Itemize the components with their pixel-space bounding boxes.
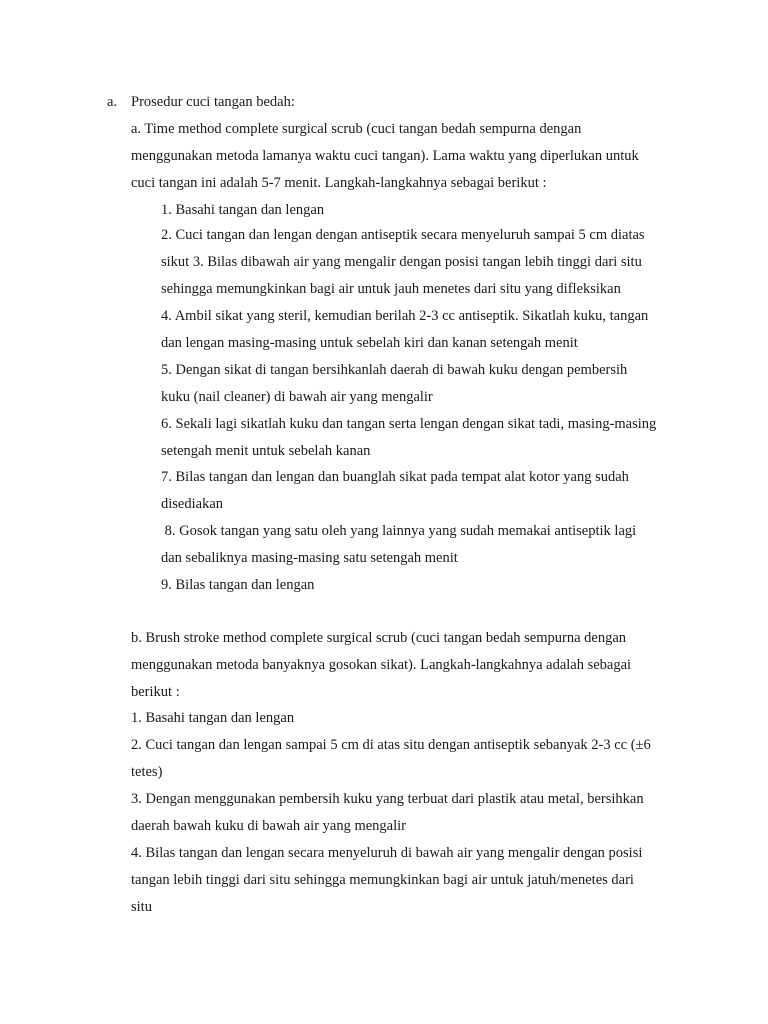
- part-a-step-line: setengah menit untuk sebelah kanan: [161, 443, 371, 459]
- part-b-line: 1. Basahi tangan dan lengan: [131, 710, 295, 726]
- part-a-step-line: 1. Basahi tangan dan lengan: [161, 202, 325, 218]
- part-b-line: tetes): [131, 764, 163, 780]
- part-a-step-line: dan sebaliknya masing-masing satu setengah menit: [161, 550, 458, 566]
- section-title: Prosedur cuci tangan bedah:: [131, 94, 295, 110]
- part-b-line: situ: [131, 899, 152, 915]
- part-a-step-line: 6. Sekali lagi sikatlah kuku dan tangan serta lengan dengan sikat tadi, masing-masing: [161, 416, 657, 432]
- part-b-line: b. Brush stroke method complete surgical scrub (cuci tangan bedah sempurna dengan: [131, 630, 627, 646]
- part-b-line: 3. Dengan menggunakan pembersih kuku yang terbuat dari plastik atau metal, bersihkan: [131, 791, 644, 807]
- part-a-step-line: dan lengan masing-masing untuk sebelah kiri dan kanan setengah menit: [161, 335, 578, 351]
- part-b-line: daerah bawah kuku di bawah air yang mengalir: [131, 818, 406, 834]
- part-a-step-line: 7. Bilas tangan dan lengan dan buanglah sikat pada tempat alat kotor yang sudah: [161, 469, 629, 485]
- part-a-step-line: 4. Ambil sikat yang steril, kemudian berilah 2-3 cc antiseptik. Sikatlah kuku, tangan: [161, 308, 649, 324]
- part-b-line: berikut :: [131, 684, 180, 700]
- part-a-step-line: 5. Dengan sikat di tangan bersihkanlah daerah di bawah kuku dengan pembersih: [161, 362, 628, 378]
- part-a-step-line: 8. Gosok tangan yang satu oleh yang lainnya yang sudah memakai antiseptik lagi: [161, 523, 637, 539]
- part-b-line: menggunakan metoda banyaknya gosokan sikat). Langkah-langkahnya adalah sebagai: [131, 657, 632, 673]
- part-b-line: tangan lebih tinggi dari situ sehingga memungkinkan bagi air untuk jatuh/menetes dari: [131, 872, 634, 888]
- part-a-step-line: disediakan: [161, 496, 224, 512]
- part-a-intro-line: menggunakan metoda lamanya waktu cuci tangan). Lama waktu yang diperlukan untuk: [131, 148, 639, 164]
- part-a-step-line: 9. Bilas tangan dan lengan: [161, 577, 315, 593]
- part-a-step-line: sehingga memungkinkan bagi air untuk jauh menetes dari situ yang difleksikan: [161, 281, 621, 297]
- part-a-intro-line: cuci tangan ini adalah 5-7 menit. Langkah-langkahnya sebagai berikut :: [131, 175, 547, 191]
- section-marker: a.: [107, 94, 118, 110]
- part-a-intro-line: a. Time method complete surgical scrub (cuci tangan bedah sempurna dengan: [131, 121, 582, 137]
- part-a-step-line: kuku (nail cleaner) di bawah air yang mengalir: [161, 389, 433, 405]
- part-a-step-line: 2. Cuci tangan dan lengan dengan antiseptik secara menyeluruh sampai 5 cm diatas: [161, 227, 645, 243]
- part-b-line: 2. Cuci tangan dan lengan sampai 5 cm di atas situ dengan antiseptik sebanyak 2-3 cc (±6: [131, 737, 651, 753]
- part-b-line: 4. Bilas tangan dan lengan secara menyeluruh di bawah air yang mengalir dengan posisi: [131, 845, 643, 861]
- part-a-step-line: sikut 3. Bilas dibawah air yang mengalir dengan posisi tangan lebih tinggi dari situ: [161, 254, 642, 270]
